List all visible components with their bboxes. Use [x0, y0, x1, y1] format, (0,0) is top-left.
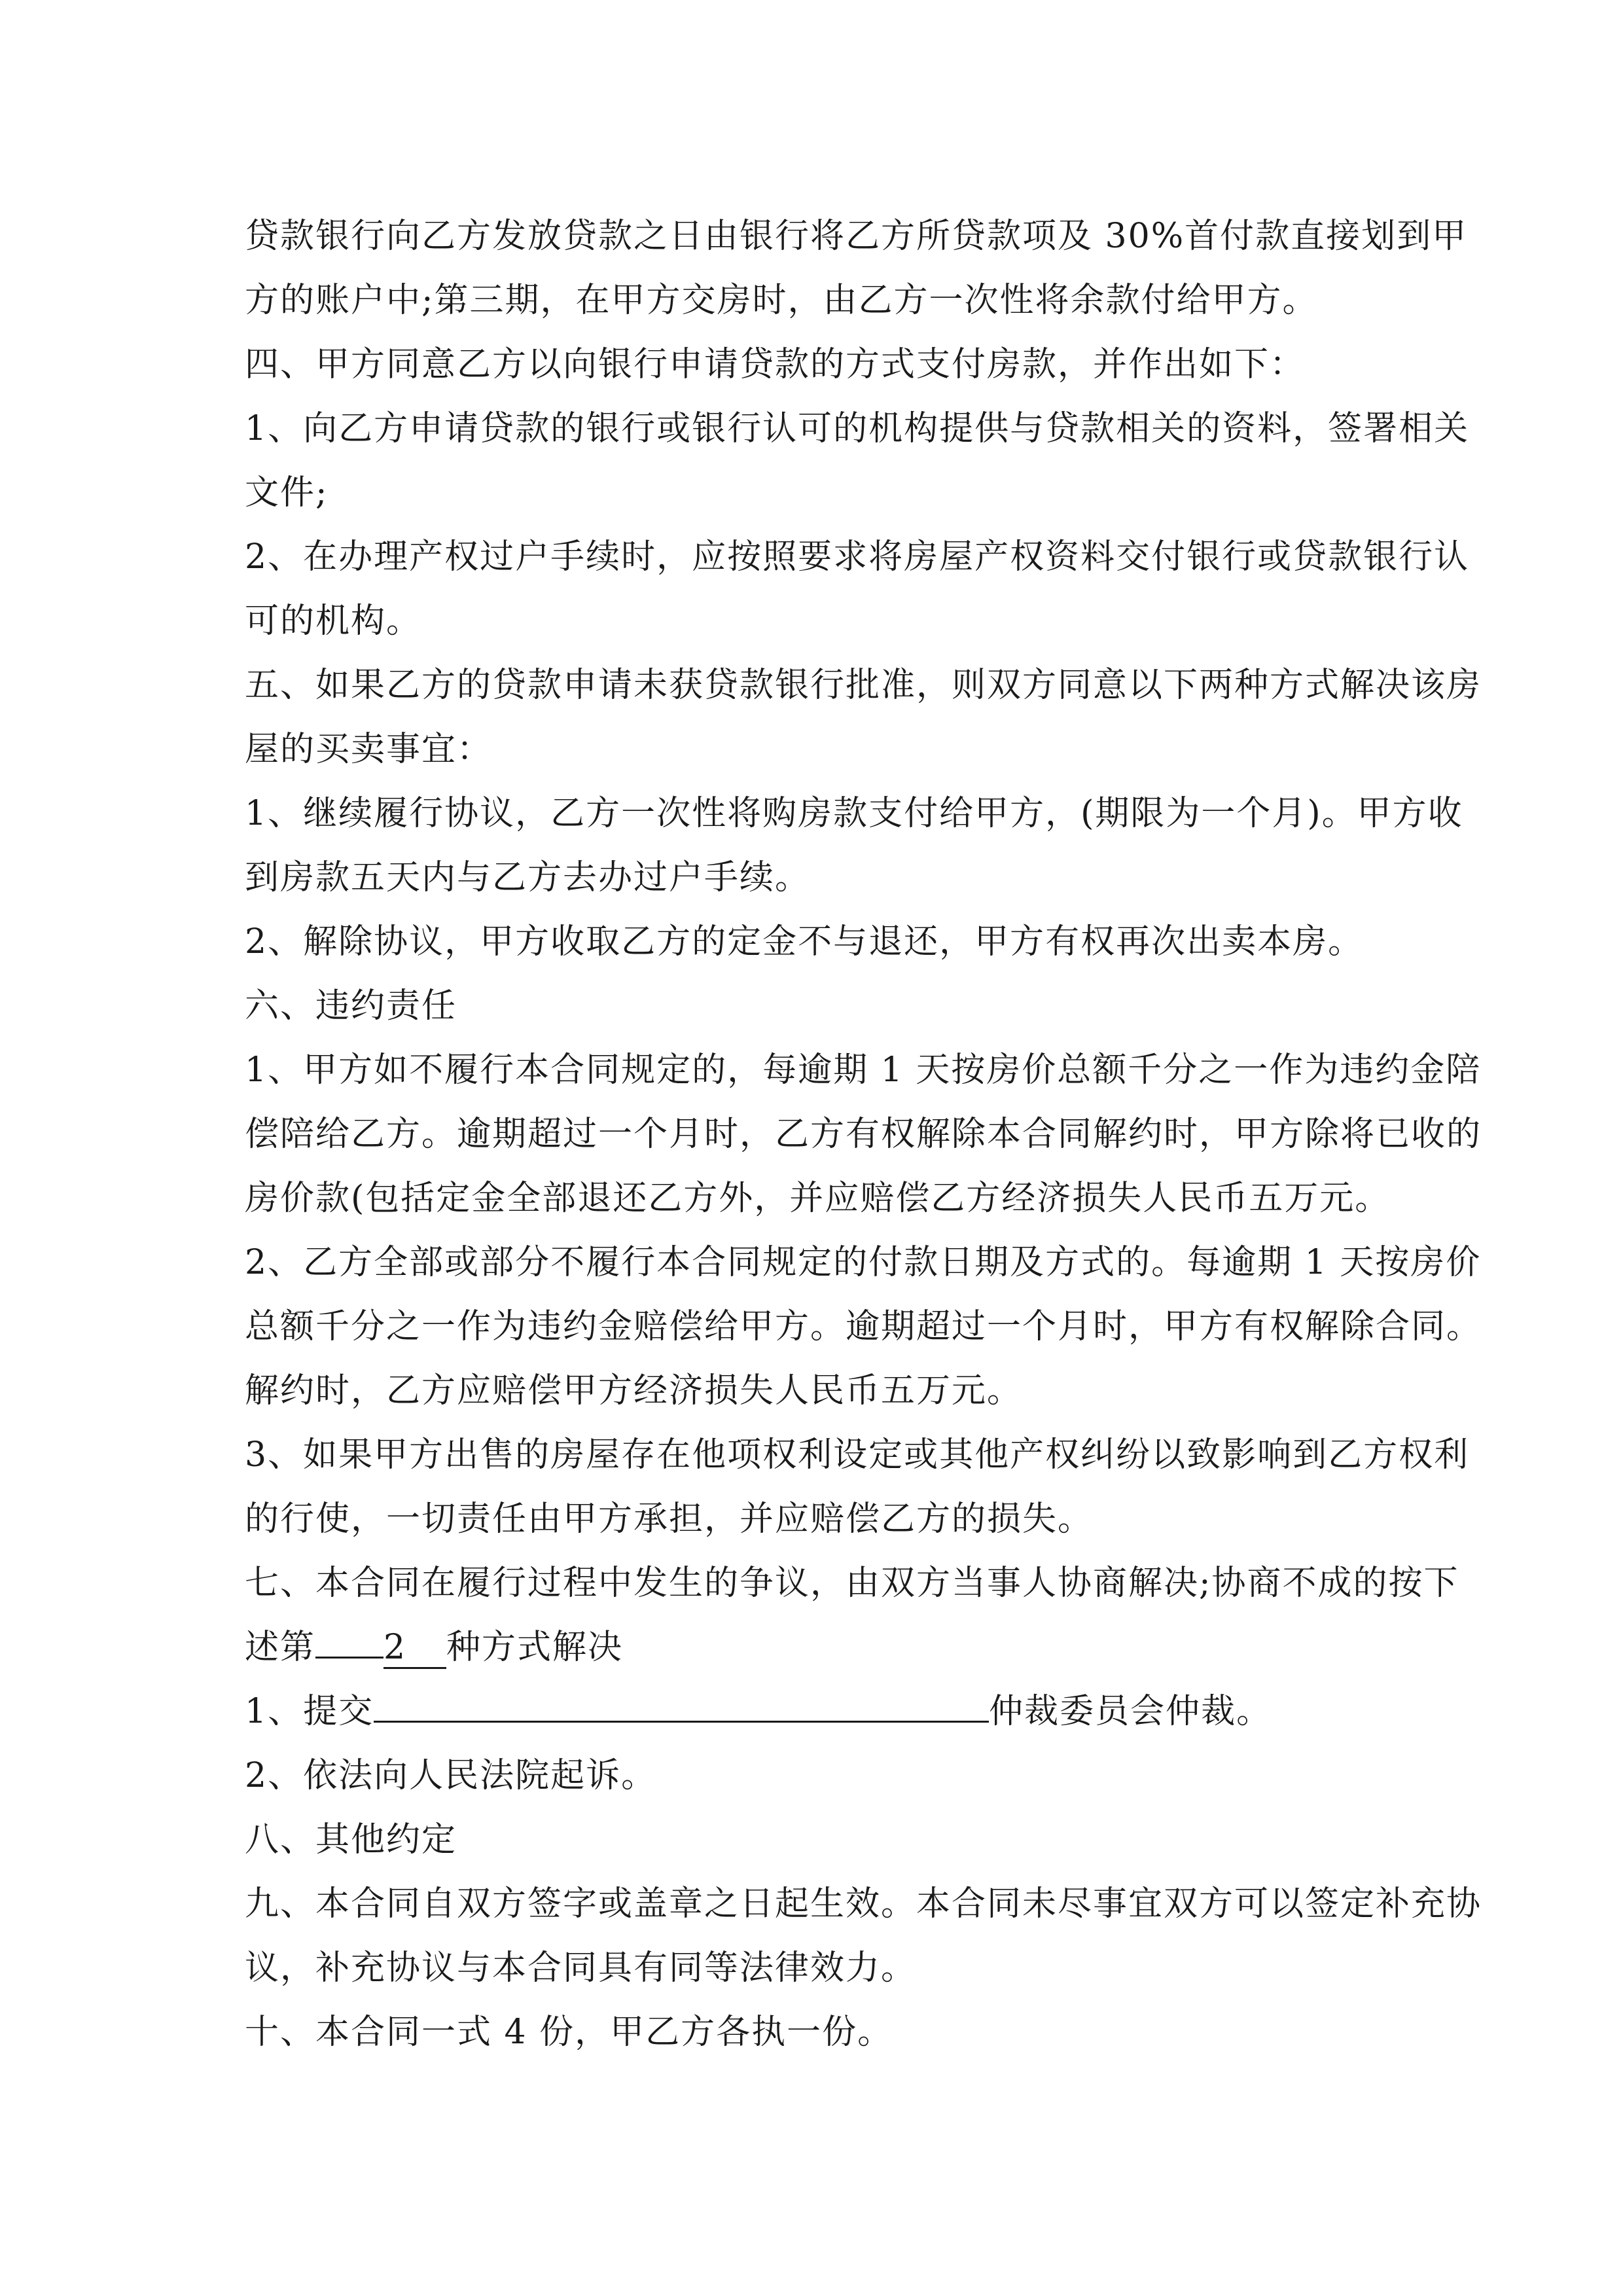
text-line: 1、甲方如不履行本合同规定的，每逾期 1 天按房价总额千分之一作为违约金陪: [245, 1050, 1482, 1090]
clause-heading-7: 七、本合同在履行过程中发生的争议，由双方当事人协商解决;协商不成的按下: [245, 1564, 1459, 1603]
clause-heading-8: 八、其他约定: [245, 1820, 457, 1859]
text-line: 房价款(包括定金全部退还乙方外，并应赔偿乙方经济损失人民币五万元。: [245, 1179, 1391, 1218]
text-line: 解约时，乙方应赔偿甲方经济损失人民币五万元。: [245, 1371, 1023, 1410]
text-line: 屋的买卖事宜：: [245, 730, 493, 769]
clause-heading-6: 六、违约责任: [245, 986, 457, 1026]
dispute-prefix: 述第: [245, 1628, 316, 1667]
text-line: 3、如果甲方出售的房屋存在他项权利设定或其他产权纠纷以致影响到乙方权利: [245, 1435, 1470, 1475]
arbitration-committee-field[interactable]: [374, 1721, 989, 1723]
dispute-suffix: 种方式解决: [446, 1628, 624, 1667]
arbitration-line: [245, 1679, 1410, 1744]
text-line: 到房款五天内与乙方去办过户手续。: [245, 858, 811, 897]
text-line: 1、继续履行协议，乙方一次性将购房款支付给甲方，(期限为一个月)。甲方收: [245, 794, 1463, 833]
arbitration-suffix: 仲裁委员会仲裁。: [989, 1692, 1272, 1731]
dispute-method-field[interactable]: 2: [383, 1628, 446, 1669]
text-line: 2、在办理产权过户手续时，应按照要求将房屋产权资料交付银行或贷款银行认: [245, 537, 1470, 577]
text-line: 2、解除协议，甲方收取乙方的定金不与退还，甲方有权再次出卖本房。: [245, 922, 1364, 961]
contract-body: [245, 204, 1482, 2064]
dispute-method-line: [245, 1615, 1410, 1679]
text-line: 方的账户中;第三期，在甲方交房时，由乙方一次性将余款付给甲方。: [245, 281, 1318, 320]
text-line: 2、依法向人民法院起诉。: [245, 1756, 657, 1795]
clause-heading-5: 五、如果乙方的贷款申请未获贷款银行批准，则双方同意以下两种方式解决该房: [245, 666, 1482, 705]
clause-heading-9: 九、本合同自双方签字或盖章之日起生效。本合同未尽事宜双方可以签定补充协: [245, 1884, 1482, 1924]
dispute-blank-leading[interactable]: [315, 1657, 383, 1659]
text-line: 2、乙方全部或部分不履行本合同规定的付款日期及方式的。每逾期 1 天按房价: [245, 1243, 1482, 1282]
text-line: 文件;: [245, 473, 329, 512]
clause-heading-4: 四、甲方同意乙方以向银行申请贷款的方式支付房款，并作出如下：: [245, 345, 1306, 384]
text-line: 可的机构。: [245, 601, 422, 641]
text-line: 贷款银行向乙方发放贷款之日由银行将乙方所贷款项及 30%首付款直接划到甲: [245, 217, 1468, 256]
text-line: 议，补充协议与本合同具有同等法律效力。: [245, 1948, 917, 1988]
text-line: 的行使，一切责任由甲方承担，并应赔偿乙方的损失。: [245, 1499, 1094, 1539]
clause-heading-10: 十、本合同一式 4 份，甲乙方各执一份。: [245, 2013, 893, 2052]
text-line: 1、向乙方申请贷款的银行或银行认可的机构提供与贷款相关的资料，签署相关: [245, 409, 1470, 448]
arbitration-prefix: 1、提交: [245, 1692, 374, 1731]
text-line: 偿陪给乙方。逾期超过一个月时，乙方有权解除本合同解约时，甲方除将已收的: [245, 1115, 1482, 1154]
text-line: 总额千分之一作为违约金赔偿给甲方。逾期超过一个月时，甲方有权解除合同。: [245, 1307, 1482, 1346]
